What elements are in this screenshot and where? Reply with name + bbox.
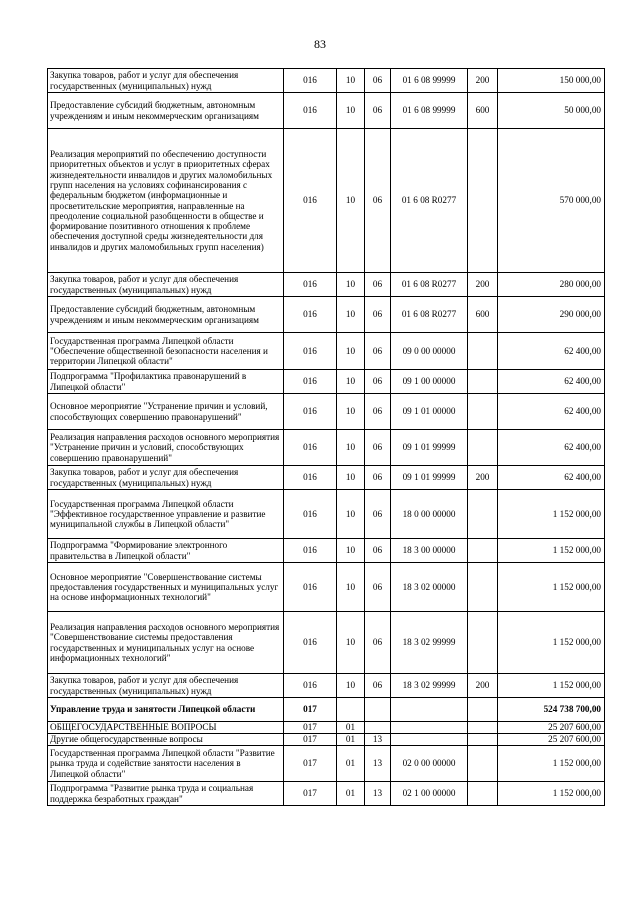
row-csr: 18 3 02 99999 <box>391 612 468 674</box>
row-sum: 1 152 000,00 <box>498 539 605 563</box>
row-pr: 06 <box>365 394 391 430</box>
table-row <box>48 394 605 430</box>
row-sum: 62 400,00 <box>498 333 605 370</box>
table-row <box>48 674 605 698</box>
row-rz: 10 <box>337 612 365 674</box>
row-rz: 01 <box>337 722 365 734</box>
row-vr <box>468 333 498 370</box>
row-ved: 016 <box>284 370 337 394</box>
row-name: Предоставление субсидий бюджетным, автономным учреждениям и иным некоммерческим организациям <box>48 93 284 129</box>
row-name: Закупка товаров, работ и услуг для обеспечения государственных (муниципальных) нужд <box>48 69 284 93</box>
row-name: Основное мероприятие "Совершенствование системы предоставления государственных и муниципальных услуг на основе информационных технологий" <box>48 563 284 612</box>
row-vr <box>468 394 498 430</box>
row-csr: 18 3 02 00000 <box>391 563 468 612</box>
table-row <box>48 93 605 129</box>
table-row <box>48 734 605 746</box>
row-ved: 017 <box>284 734 337 746</box>
row-pr: 06 <box>365 563 391 612</box>
row-rz: 10 <box>337 93 365 129</box>
row-csr: 09 1 00 00000 <box>391 370 468 394</box>
row-vr <box>468 782 498 806</box>
row-name: Закупка товаров, работ и услуг для обеспечения государственных (муниципальных) нужд <box>48 674 284 698</box>
row-vr: 200 <box>468 674 498 698</box>
row-rz: 01 <box>337 782 365 806</box>
row-vr: 200 <box>468 466 498 490</box>
row-sum: 25 207 600,00 <box>498 734 605 746</box>
page-number: 83 <box>314 37 326 51</box>
row-name: Государственная программа Липецкой области "Развитие рынка труда и содействие занятости населения в Липецкой области" <box>48 746 284 782</box>
row-ved: 016 <box>284 612 337 674</box>
row-rz: 10 <box>337 297 365 333</box>
row-vr <box>468 746 498 782</box>
row-pr: 06 <box>365 69 391 93</box>
row-pr: 06 <box>365 297 391 333</box>
row-name: Государственная программа Липецкой области "Обеспечение общественной безопасности населения и территории Липецкой области" <box>48 333 284 370</box>
table-row <box>48 466 605 490</box>
row-pr: 06 <box>365 430 391 466</box>
table-row <box>48 129 605 273</box>
row-name: Подпрограмма "Формирование электронного правительства в Липецкой области" <box>48 539 284 563</box>
row-pr <box>365 722 391 734</box>
row-csr: 09 0 00 00000 <box>391 333 468 370</box>
row-ved: 016 <box>284 394 337 430</box>
row-sum: 280 000,00 <box>498 273 605 297</box>
row-name: Закупка товаров, работ и услуг для обеспечения государственных (муниципальных) нужд <box>48 466 284 490</box>
row-vr <box>468 698 498 722</box>
row-sum: 570 000,00 <box>498 129 605 273</box>
row-vr <box>468 490 498 539</box>
row-pr: 06 <box>365 333 391 370</box>
table-row <box>48 333 605 370</box>
table-row <box>48 698 605 722</box>
row-rz: 10 <box>337 333 365 370</box>
row-csr: 09 1 01 99999 <box>391 430 468 466</box>
row-name: Предоставление субсидий бюджетным, автономным учреждениям и иным некоммерческим организациям <box>48 297 284 333</box>
row-ved: 016 <box>284 93 337 129</box>
row-pr: 06 <box>365 539 391 563</box>
table-row <box>48 612 605 674</box>
row-name: Закупка товаров, работ и услуг для обеспечения государственных (муниципальных) нужд <box>48 273 284 297</box>
row-csr: 18 0 00 00000 <box>391 490 468 539</box>
row-rz: 10 <box>337 490 365 539</box>
row-ved: 016 <box>284 273 337 297</box>
row-ved: 016 <box>284 129 337 273</box>
row-rz: 10 <box>337 129 365 273</box>
row-rz: 10 <box>337 539 365 563</box>
row-ved: 016 <box>284 490 337 539</box>
row-csr: 18 3 00 00000 <box>391 539 468 563</box>
row-vr <box>468 370 498 394</box>
row-vr <box>468 430 498 466</box>
row-csr: 09 1 01 99999 <box>391 466 468 490</box>
row-name: Подпрограмма "Профилактика правонарушений в Липецкой области" <box>48 370 284 394</box>
row-pr: 06 <box>365 370 391 394</box>
row-csr: 01 6 08 R0277 <box>391 297 468 333</box>
row-pr: 06 <box>365 612 391 674</box>
row-rz: 01 <box>337 734 365 746</box>
budget-table <box>47 68 605 806</box>
row-ved: 016 <box>284 333 337 370</box>
row-sum: 25 207 600,00 <box>498 722 605 734</box>
row-ved: 017 <box>284 722 337 734</box>
row-sum: 62 400,00 <box>498 370 605 394</box>
row-ved: 016 <box>284 563 337 612</box>
row-name: ОБЩЕГОСУДАРСТВЕННЫЕ ВОПРОСЫ <box>48 722 284 734</box>
row-sum: 524 738 700,00 <box>498 698 605 722</box>
row-rz: 10 <box>337 674 365 698</box>
row-rz: 10 <box>337 394 365 430</box>
row-csr: 02 0 00 00000 <box>391 746 468 782</box>
row-rz: 10 <box>337 69 365 93</box>
table-row <box>48 370 605 394</box>
row-ved: 016 <box>284 297 337 333</box>
row-ved: 016 <box>284 466 337 490</box>
row-csr <box>391 722 468 734</box>
row-name: Подпрограмма "Развитие рынка труда и социальная поддержка безработных граждан" <box>48 782 284 806</box>
row-ved: 016 <box>284 430 337 466</box>
row-pr: 06 <box>365 93 391 129</box>
row-sum: 1 152 000,00 <box>498 612 605 674</box>
row-csr: 09 1 01 00000 <box>391 394 468 430</box>
row-rz: 10 <box>337 273 365 297</box>
row-sum: 290 000,00 <box>498 297 605 333</box>
row-csr: 18 3 02 99999 <box>391 674 468 698</box>
row-vr <box>468 129 498 273</box>
row-name: Реализация направления расходов основного мероприятия "Совершенствование системы предоставления государственных и муниципальных услуг на основе информационных технологий" <box>48 612 284 674</box>
row-vr <box>468 734 498 746</box>
row-vr: 600 <box>468 297 498 333</box>
row-vr: 200 <box>468 69 498 93</box>
row-ved: 017 <box>284 782 337 806</box>
row-name: Другие общегосударственные вопросы <box>48 734 284 746</box>
row-rz: 01 <box>337 746 365 782</box>
table-row <box>48 563 605 612</box>
row-rz: 10 <box>337 370 365 394</box>
table-row <box>48 746 605 782</box>
row-ved: 017 <box>284 746 337 782</box>
row-sum: 62 400,00 <box>498 394 605 430</box>
row-csr: 02 1 00 00000 <box>391 782 468 806</box>
table-row <box>48 490 605 539</box>
row-pr: 06 <box>365 674 391 698</box>
table-row <box>48 539 605 563</box>
row-sum: 1 152 000,00 <box>498 746 605 782</box>
row-name: Реализация направления расходов основного мероприятия "Устранение причин и условий, способствующих совершению правонарушений" <box>48 430 284 466</box>
row-csr: 01 6 08 99999 <box>391 69 468 93</box>
row-sum: 1 152 000,00 <box>498 782 605 806</box>
row-rz <box>337 698 365 722</box>
row-rz: 10 <box>337 466 365 490</box>
row-vr <box>468 563 498 612</box>
row-sum: 50 000,00 <box>498 93 605 129</box>
row-name: Основное мероприятие "Устранение причин и условий, способствующих совершению правонарушений" <box>48 394 284 430</box>
row-rz: 10 <box>337 563 365 612</box>
row-name: Управление труда и занятости Липецкой области <box>48 698 284 722</box>
row-ved: 017 <box>284 698 337 722</box>
table-row <box>48 273 605 297</box>
table-row <box>48 782 605 806</box>
row-sum: 1 152 000,00 <box>498 563 605 612</box>
table-row <box>48 430 605 466</box>
row-pr <box>365 698 391 722</box>
row-ved: 016 <box>284 539 337 563</box>
row-csr: 01 6 08 99999 <box>391 93 468 129</box>
row-vr <box>468 612 498 674</box>
row-ved: 016 <box>284 674 337 698</box>
row-sum: 150 000,00 <box>498 69 605 93</box>
table-body <box>48 69 605 806</box>
row-ved: 016 <box>284 69 337 93</box>
row-name: Государственная программа Липецкой области "Эффективное государственное управление и развитие муниципальной службы в Липецкой области" <box>48 490 284 539</box>
row-vr: 600 <box>468 93 498 129</box>
row-pr: 13 <box>365 746 391 782</box>
row-pr: 06 <box>365 129 391 273</box>
row-pr: 13 <box>365 782 391 806</box>
row-csr: 01 6 08 R0277 <box>391 273 468 297</box>
row-rz: 10 <box>337 430 365 466</box>
table-row <box>48 297 605 333</box>
row-csr <box>391 698 468 722</box>
row-vr <box>468 539 498 563</box>
row-pr: 06 <box>365 273 391 297</box>
row-pr: 06 <box>365 490 391 539</box>
row-pr: 06 <box>365 466 391 490</box>
row-csr <box>391 734 468 746</box>
row-name: Реализация мероприятий по обеспечению доступности приоритетных объектов и услуг в приоритетных сферах жизнедеятельности инвалидов и других маломобильных групп населения на условиях софинансирования с федеральным бюджетом (информационные и просветительские мероприятия, направленные на преодоление социальной разобщенности в обществе и формирование позитивного отношения к проблеме обеспечения доступной среды жизнедеятельности для инвалидов и других маломобильных групп населения) <box>48 129 284 273</box>
row-sum: 1 152 000,00 <box>498 490 605 539</box>
row-pr: 13 <box>365 734 391 746</box>
row-vr <box>468 722 498 734</box>
row-csr: 01 6 08 R0277 <box>391 129 468 273</box>
row-sum: 1 152 000,00 <box>498 674 605 698</box>
row-sum: 62 400,00 <box>498 430 605 466</box>
table-row <box>48 722 605 734</box>
row-vr: 200 <box>468 273 498 297</box>
table-row <box>48 69 605 93</box>
row-sum: 62 400,00 <box>498 466 605 490</box>
